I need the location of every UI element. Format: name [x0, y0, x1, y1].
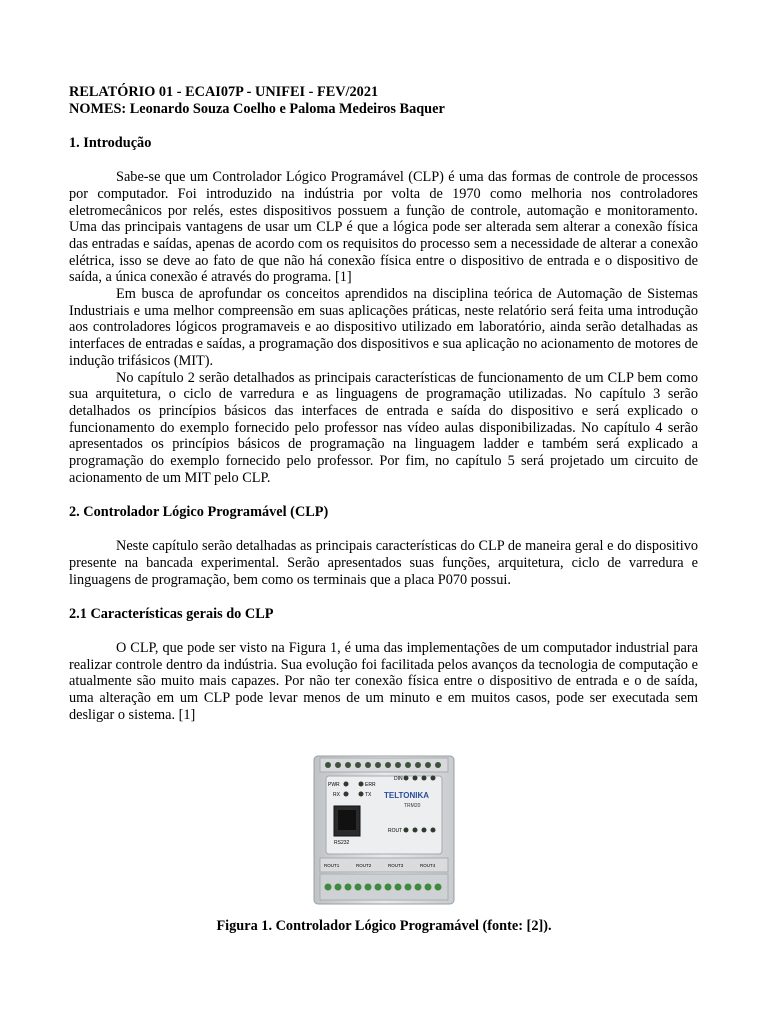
- section-1-paragraph-2: Em busca de aprofundar os conceitos aprendidos na disciplina teórica de Automação de Sistemas Industriais e uma melhor compreensão em suas aplicações práticas, neste relatório será feita uma introdução aos controladores lógicos programaveis e ao dispositivo utilizado em laboratório, ainda serão detalhadas as interfaces de entradas e saídas, a programação dos dispositivos e sua aplicação no acionamento de motores de indução trifásicos (MIT).: [69, 286, 698, 369]
- led-label-err: ERR: [365, 782, 376, 788]
- section-2-title: 2. Controlador Lógico Programável (CLP): [69, 504, 329, 521]
- led-label-tx: TX: [365, 792, 372, 798]
- document-body: [69, 84, 698, 724]
- led-label-rx: RX: [333, 792, 340, 798]
- figure-caption: Figura 1. Controlador Lógico Programável (fonte: [2]).: [216, 918, 552, 934]
- plc-device-image: [306, 750, 462, 910]
- led-label-pwr: PWR: [328, 782, 340, 788]
- section-1-title: 1. Introdução: [69, 135, 152, 152]
- section-1-paragraph-1: Sabe-se que um Controlador Lógico Programável (CLP) é uma das formas de controle de processos por computador. Foi introduzido na indústria por volta de 1970 como melhoria nos controladores eletromecânicos por relés, estes dispositivos possuem a função de controle, automação e monitoramento. Uma das principais vantagens de usar um CLP é que a lógica pode ser alterada sem alterar a conexão física das entradas e saídas, apenas de acordo com os requisitos do processo sem a necessidade de alterar a conexão elétrica, isso se deve ao fato de que não há conexão física entre o dispositivo de entrada e o dispositivo de saída, a única conexão é através do programa. [1]: [69, 169, 698, 286]
- relay-label-3: ROUT3: [388, 863, 404, 868]
- relay-label-4: ROUT4: [420, 863, 436, 868]
- section-2-paragraph-1: Neste capítulo serão detalhadas as principais características do CLP de maneira geral e do dispositivo presente na bancada experimental. Serão apresentados suas funções, arquitetura, ciclo de varredura e linguagens de programação, bem como os terminais que a placa P070 possui.: [69, 538, 698, 588]
- section-2-1-title: 2.1 Características gerais do CLP: [69, 606, 274, 623]
- report-title: RELATÓRIO 01 - ECAI07P - UNIFEI - FEV/2021: [69, 84, 379, 100]
- rs232-label: RS232: [334, 840, 350, 846]
- section-1-paragraph-3: No capítulo 2 serão detalhados as principais características de funcionamento de um CLP bem como sua arquitetura, o ciclo de varredura e as linguagens de programação utilizadas. No capítulo 3 serão detalhados os princípios básicos das interfaces de entrada e saída do dispositivo e será explicado o funcionamento do exemplo fornecido pelo professor nas vídeo aulas disponibilizadas. No capítulo 4 serão apresentados os princípios básicos de programação na linguagem ladder e também será explicado a programação do exemplo fornecido pelo professor. Por fim, no capítulo 5 será projetado um circuito de acionamento de um MIT pelo CLP.: [69, 369, 698, 486]
- din-label: DIN: [394, 776, 403, 782]
- section-2-1-paragraph-1: O CLP, que pode ser visto na Figura 1, é uma das implementações de um computador industrial para realizar controle dentro da indústria. Sua evolução foi facilitada pelos avanços da tecnologia de computação e atualmente são muito mais capazes. Por não ter conexão física entre o dispositivo de entrada e o de saída, uma alteração em um CLP pode levar menos de um minuto e em muitos casos, pode ser executada sem desligar o sistema. [1]: [69, 639, 698, 723]
- rout-label: ROUT: [388, 828, 403, 834]
- brand-logo-text: TELTONIKA: [384, 791, 430, 800]
- relay-label-1: ROUT1: [324, 863, 340, 868]
- model-label: TRM20: [404, 803, 421, 809]
- relay-label-2: ROUT2: [356, 863, 372, 868]
- report-authors: NOMES: Leonardo Souza Coelho e Paloma Medeiros Baquer: [69, 100, 445, 117]
